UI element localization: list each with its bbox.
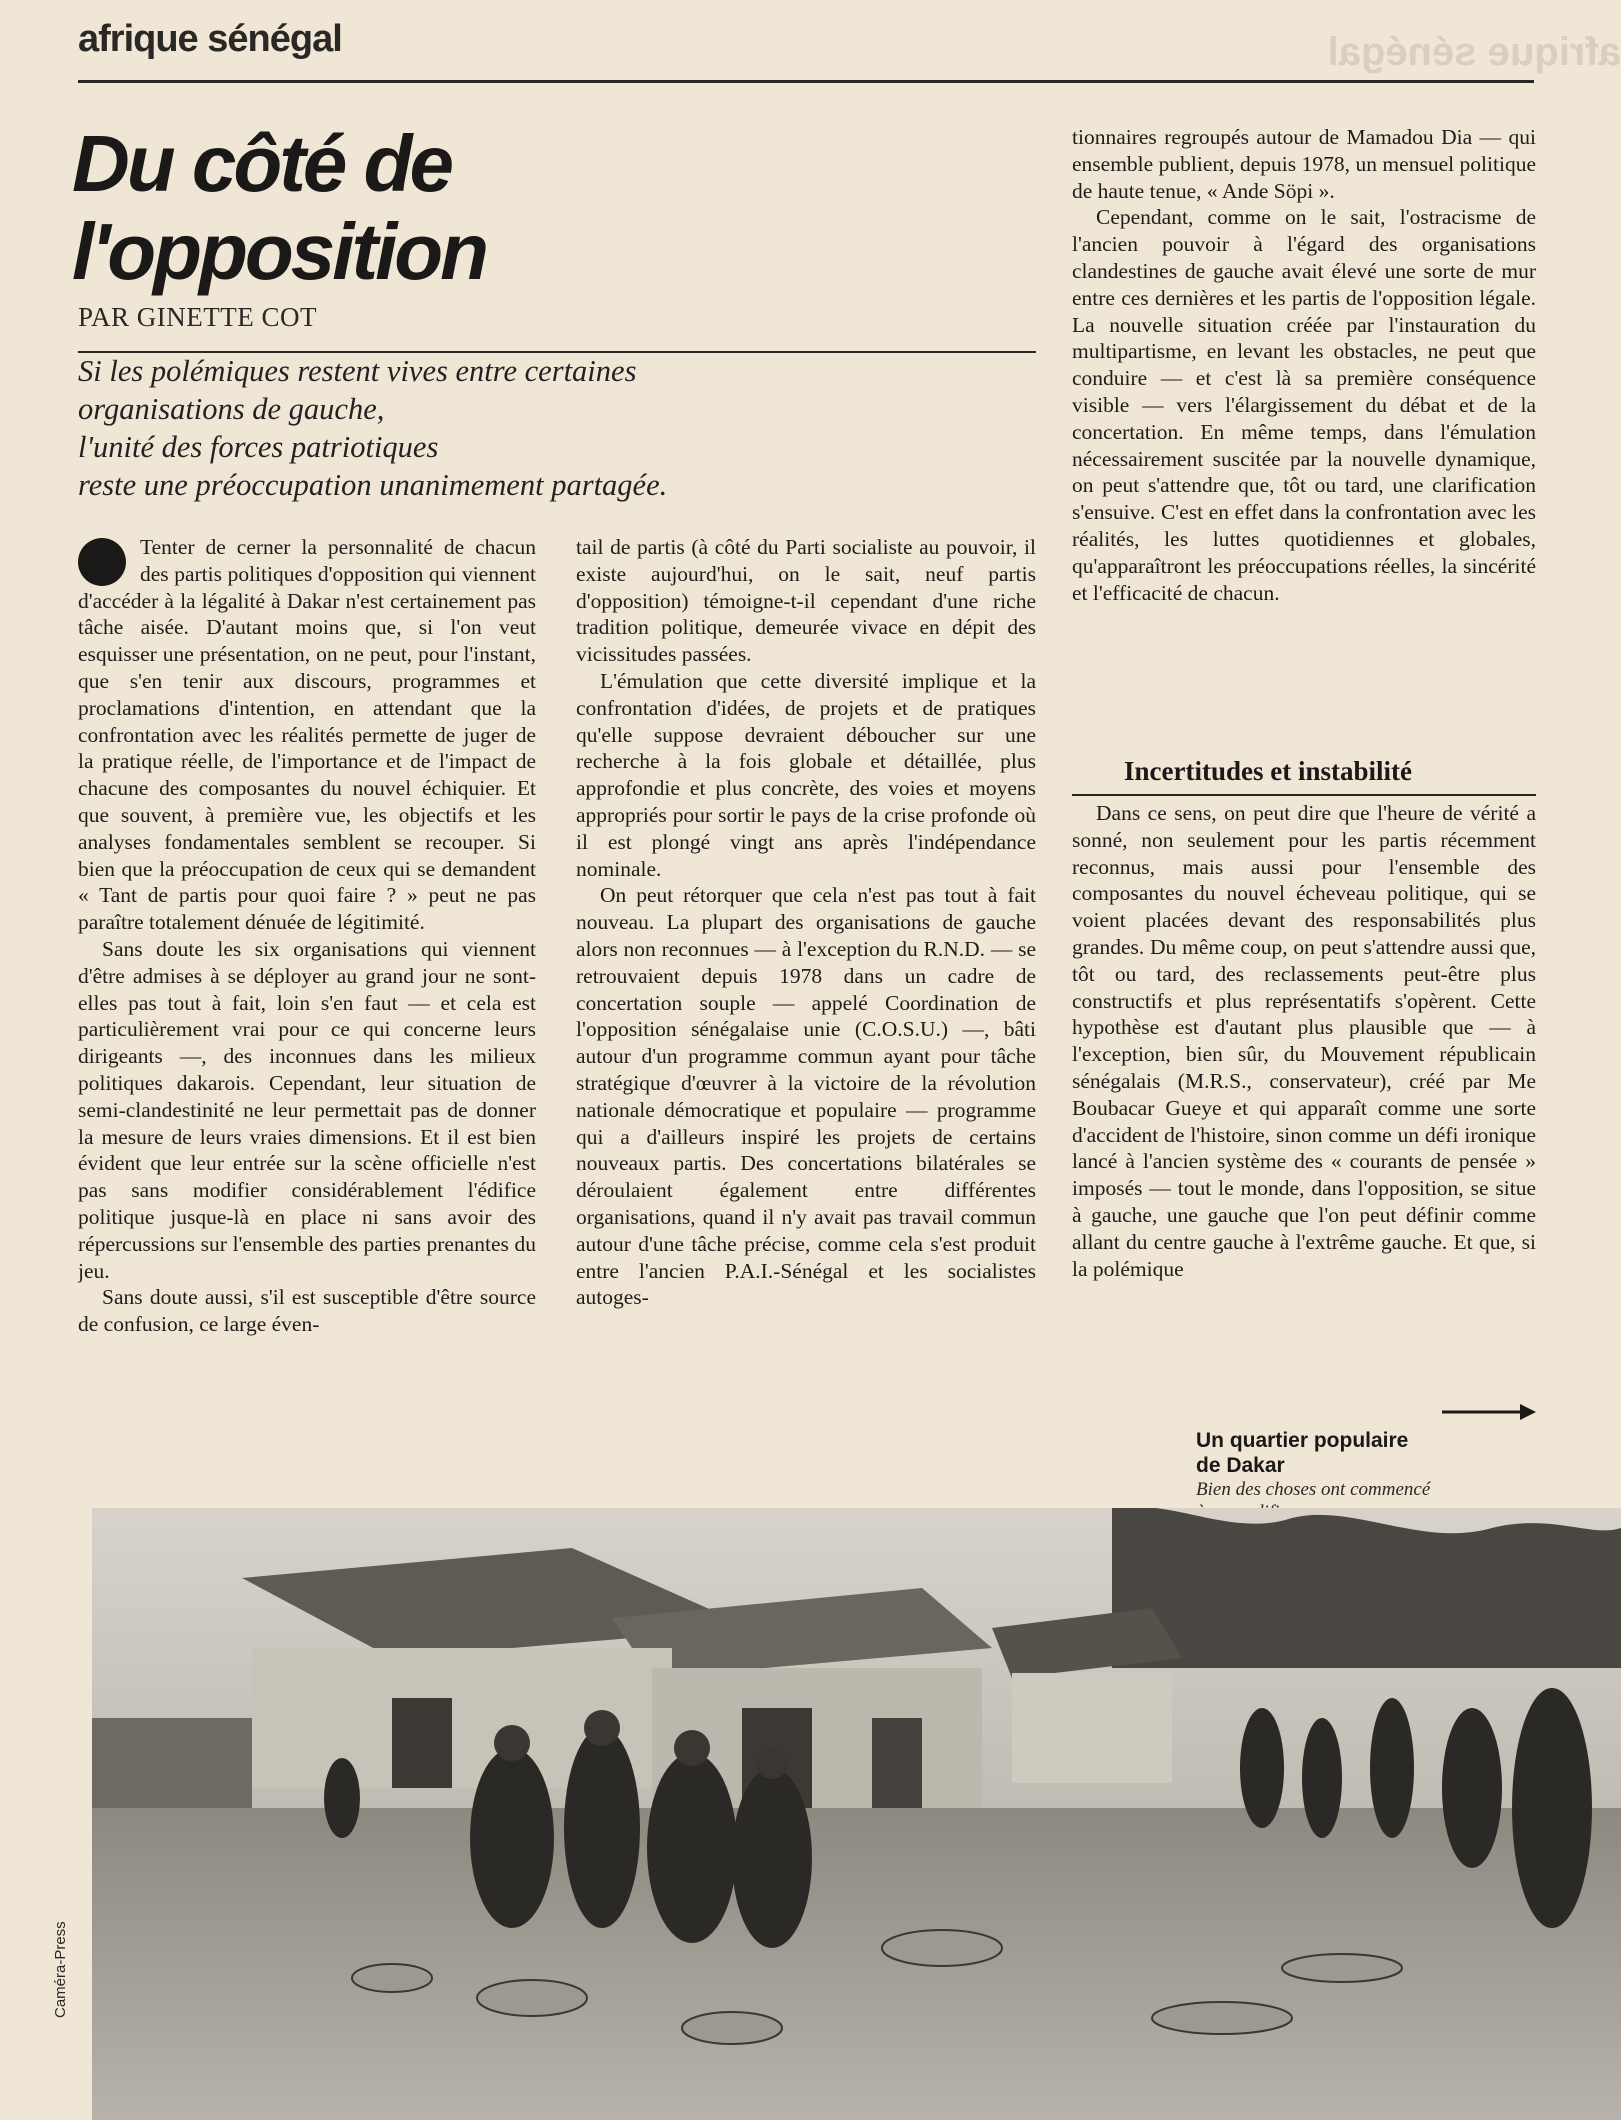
- body-column-1: [78, 534, 536, 1494]
- deck-line: organisations de gauche,: [78, 392, 385, 426]
- section-label: afrique sénégal: [78, 18, 342, 60]
- byline: PAR GINETTE COT: [78, 302, 318, 332]
- deck-line: Si les polémiques restent vives entre certaines: [78, 354, 637, 388]
- caption-title: de Dakar: [1196, 1454, 1285, 1477]
- paragraph: Cependant, comme on le sait, l'ostracisme de l'ancien pouvoir à l'égard des organisations clandestines de gauche avait élevé une sorte de mur entre ces dernières et les partis de l'opposition légale. La nouvelle situation créée par l'instauration du multipartisme, en levant les obstacles, ne peut que conduire — et c'est là sa première conséquence visible — vers l'élargissement du débat et de la concertation. En même temps, dans l'émulation nécessairement suscitée par la nouvelle dynamique, on peut s'attendre que, tôt ou tard, une clarification s'ensuive. C'est en effet dans la confrontation avec les réalités, les luttes quotidiennes et globales, qu'apparaîtront les préoccupations réelles, la sincérité et l'efficacité de chacun.: [1072, 205, 1536, 605]
- subheading: Incertitudes et instabilité: [1124, 756, 1412, 786]
- article-title: Du côté de l'opposition: [72, 119, 487, 296]
- paragraph: L'émulation que cette diversité implique et la confrontation d'idées, de projets et de pratiques qu'elle suppose devraient déboucher sur une recherche à la fois globale et détaillée, plus approfondie et plus concrète, des voies et moyens appropriés pour sortir le pays de la crise profonde où il est plongé vingt ans après l'indépendance nominale.: [576, 668, 1036, 881]
- body-column-2: [576, 534, 1036, 1492]
- deck-line: l'unité des forces patriotiques: [78, 430, 439, 464]
- body-column-3-bottom: [1072, 800, 1536, 1400]
- market-photo: [92, 1508, 1621, 2120]
- caption-subtitle: Bien des choses ont commencé: [1196, 1479, 1431, 1500]
- lead-bullet-icon: [78, 538, 126, 586]
- article-deck: [78, 352, 1038, 504]
- bleed-through-section-label: afrique sénégal: [1327, 30, 1621, 74]
- continue-arrow-icon: [1440, 1400, 1536, 1424]
- deck-line: reste une préoccupation unanimement partagée.: [78, 468, 668, 502]
- paragraph: tail de partis (à côté du Parti socialiste au pouvoir, il existe aujourd'hui, on le sait, neuf partis d'opposition) témoigne-t-il cependant d'une riche tradition politique, demeurée vivace en dépit des vicissitudes passées.: [576, 535, 1036, 667]
- paragraph: Sans doute les six organisations qui viennent d'être admises à se déployer au grand jour ne sont-elles pas tout à fait, loin s'en faut — et cela est particulièrement vrai pour ce qui concerne leurs dirigeants —, des inconnues dans les milieux politiques dakarois. Cependant, leur situation de semi-clandestinité ne leur permettait pas de donner la mesure de leurs vraies dimensions. Et il est bien évident que leur entrée sur la scène officielle n'est pas sans modifier considérablement l'édifice politique jusque-là en place ni sans avoir des répercussions sur l'ensemble des parties prenantes du jeu.: [78, 936, 536, 1283]
- paragraph: tionnaires regroupés autour de Mamadou Dia — qui ensemble publient, depuis 1978, un mensuel politique de haute tenue, « Ande Söpi ».: [1072, 125, 1536, 203]
- paragraph: Dans ce sens, on peut dire que l'heure de vérité a sonné, non seulement pour les partis récemment reconnus, mais aussi pour l'ensemble des composantes du nouvel écheveau politique, qui se voient placées devant des responsabilités plus grandes. Du même coup, on peut s'attendre aussi que, tôt ou tard, des reclassements peut-être plus constructifs et plus représentatifs s'opèrent. Cette hypothèse est d'autant plus plausible que — à l'exception, bien sûr, du Mouvement républicain sénégalais (M.R.S., conservateur), créé par Me Boubacar Gueye et qui apparaît comme une sorte d'accident de l'histoire, sinon comme un défi ironique lancé à l'ancien système des « courants de pensée » imposés — tout le monde, dans l'opposition, se situe à gauche, une gauche que l'on peut définir comme allant du centre gauche à l'extrême gauche. Et que, si la polémique: [1072, 801, 1536, 1281]
- header-rule: [78, 80, 1534, 83]
- photo-credit: Caméra-Press: [52, 1921, 69, 2018]
- subheading-rule: [1072, 794, 1536, 796]
- paragraph: On peut rétorquer que cela n'est pas tout à fait nouveau. La plupart des organisations de gauche alors non reconnues — à l'exception du R.N.D. — se retrouvaient depuis 1978 dans un cadre de concertation souple — appelé Coordination de l'opposition sénégalaise unie (C.O.S.U.) —, bâti autour d'un programme commun ayant pour tâche stratégique d'œuvrer à la victoire de la révolution nationale démocratique et populaire — programme qui a d'ailleurs inspiré les projets de certains nouveaux partis. Des concertations bilatérales se déroulaient également entre différentes organisations, quand il n'y avait pas travail commun autour d'une tâche précise, comme cela s'est produit entre l'ancien P.A.I.-Sénégal et les socialistes autoges-: [576, 883, 1036, 1310]
- body-column-3-top: [1072, 124, 1536, 736]
- paragraph: Tenter de cerner la personnalité de chacun des partis politiques d'opposition qui viennent d'accéder à la légalité à Dakar n'est certainement pas tâche aisée. D'autant moins que, si l'on veut esquisser une présentation, on ne peut, pour l'instant, que s'en tenir aux discours, programmes et proclamations d'intention, en attendant que la confrontation avec les réalités permette de juger de la pratique réelle, de l'importance et de l'impact de chacune des composantes du nouvel échiquier. Et que souvent, à première vue, les objectifs et les analyses fondamentales semblent se recouper. Si bien que la préoccupation de ceux qui se demandent « Tant de partis pour quoi faire ? » peut ne pas paraître totalement dénuée de légitimité.: [78, 535, 536, 935]
- paragraph: Sans doute aussi, s'il est susceptible d'être source de confusion, ce large éven-: [78, 1285, 536, 1337]
- caption-title: Un quartier populaire: [1196, 1429, 1409, 1452]
